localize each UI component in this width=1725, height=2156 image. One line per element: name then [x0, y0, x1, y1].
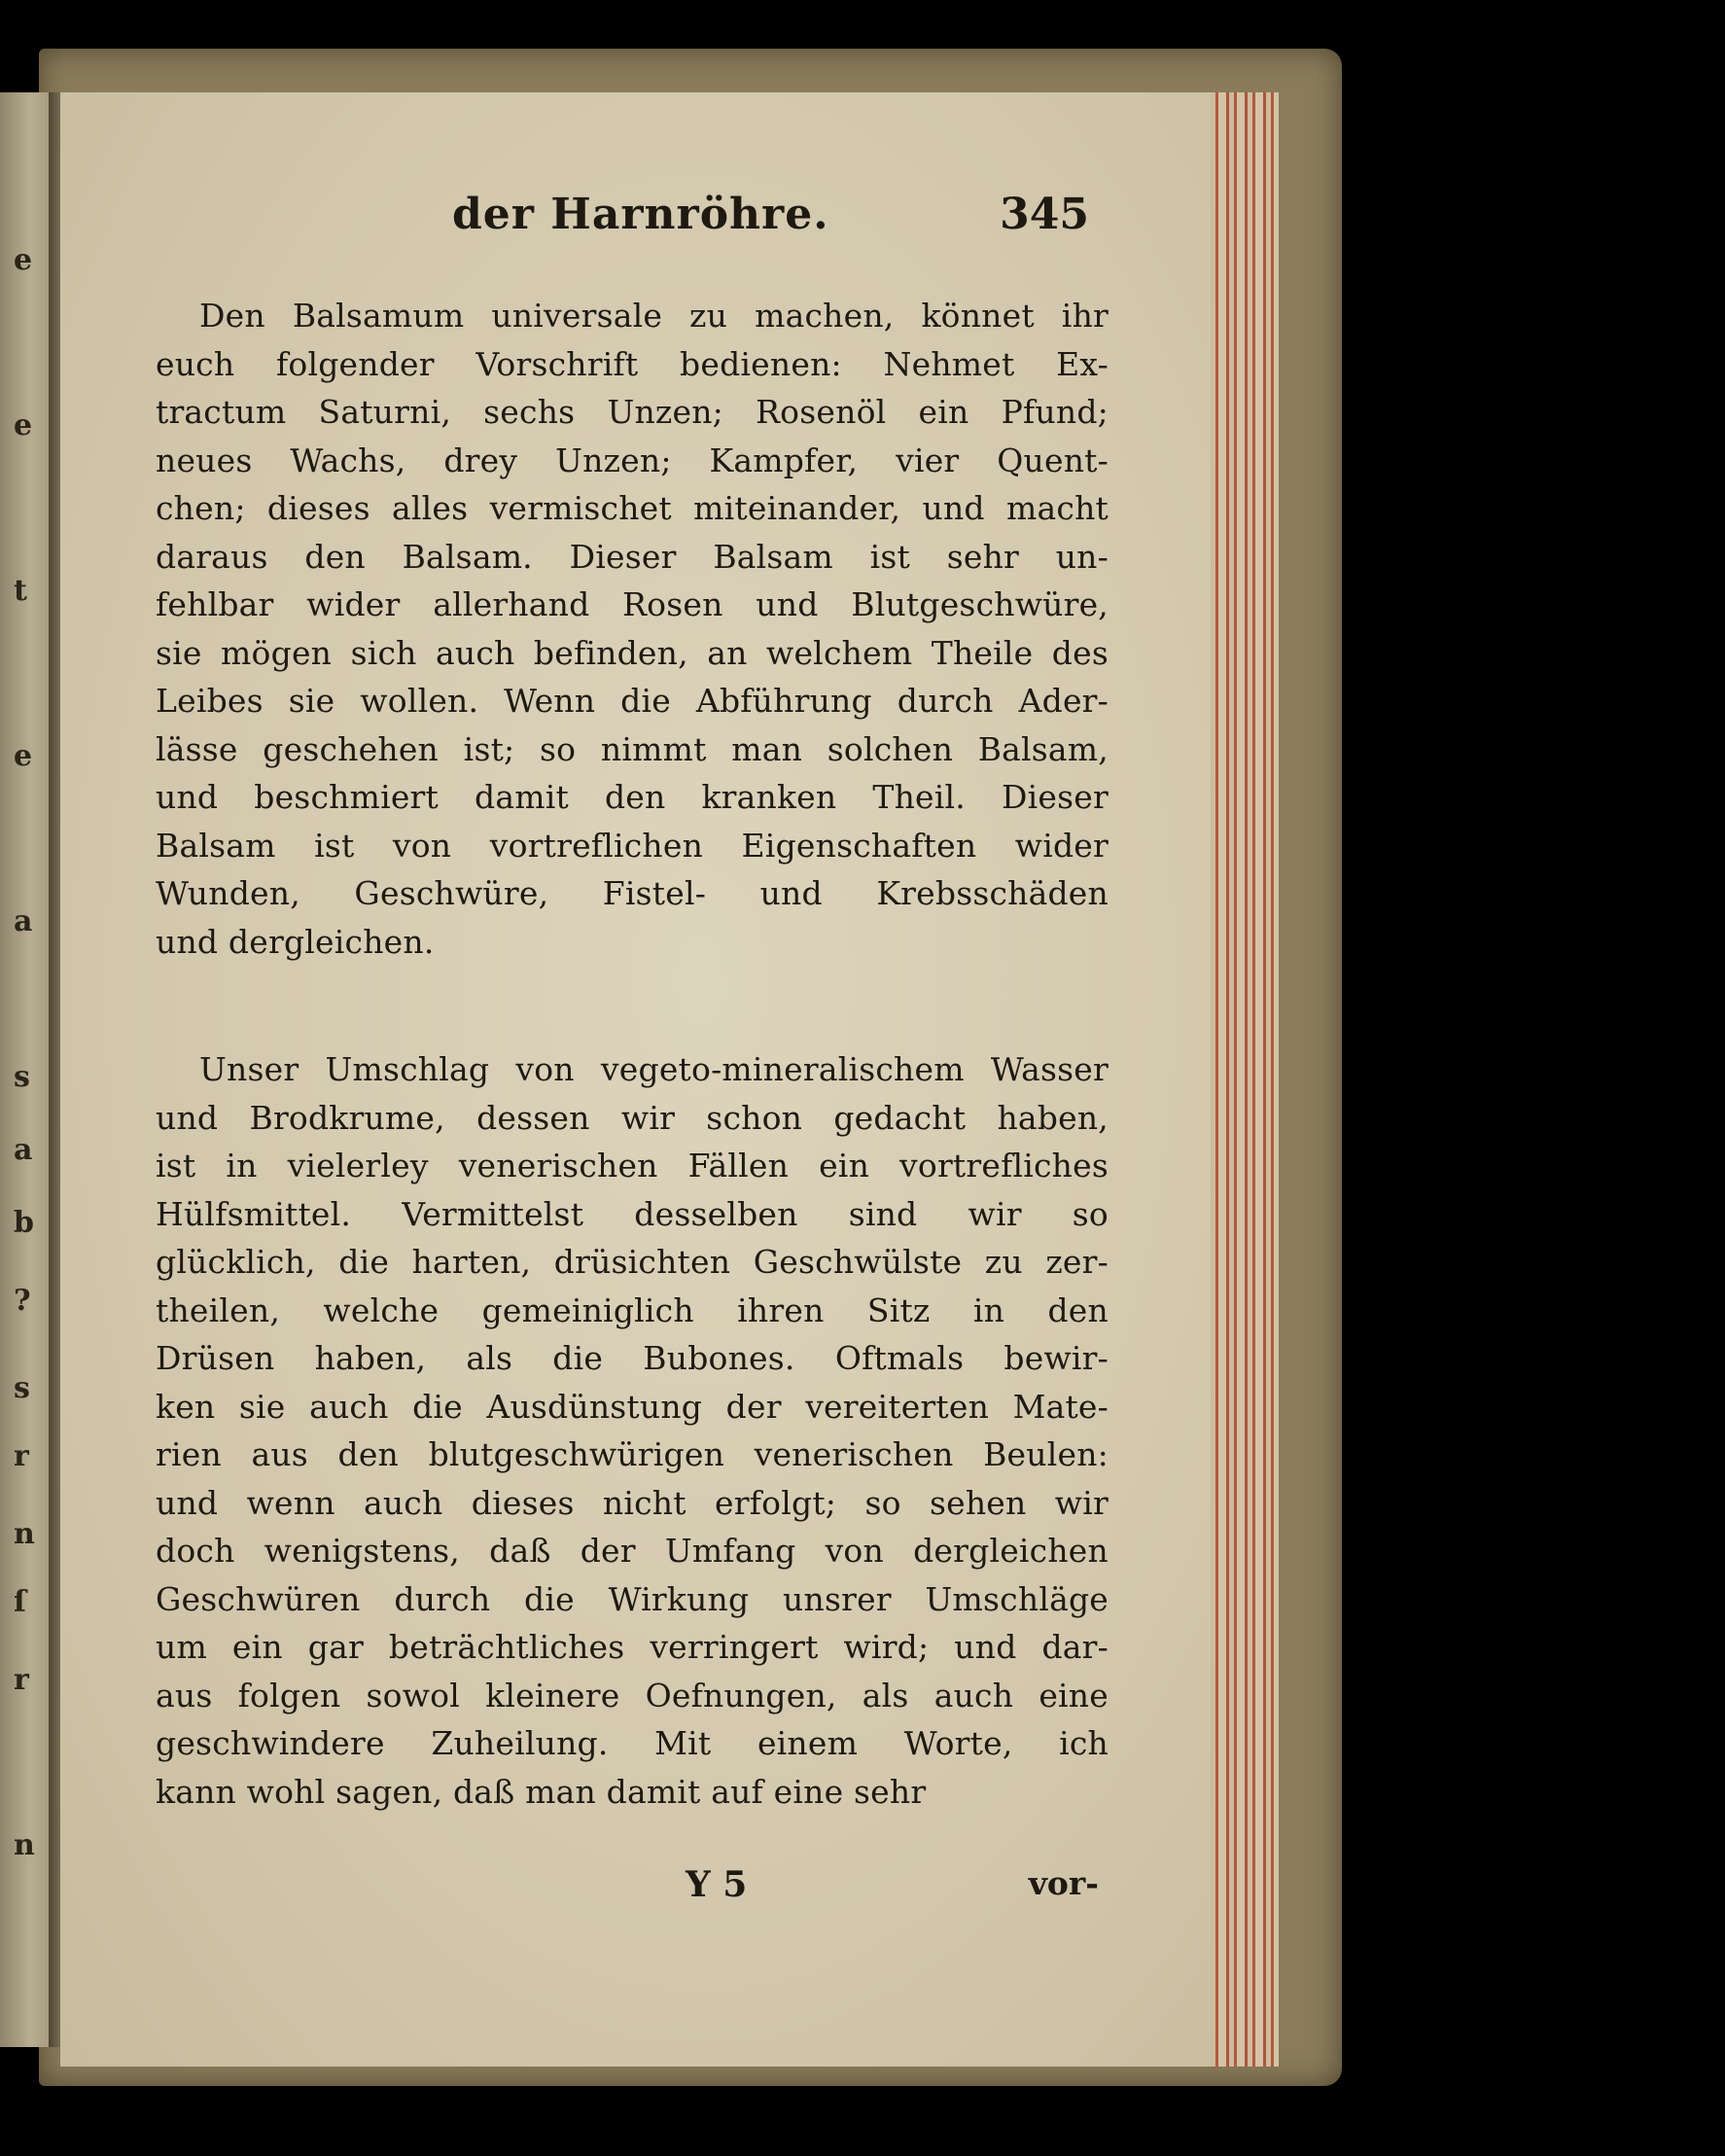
facing-page-letter: n — [14, 1517, 35, 1551]
text-line: Unser Umschlag von vegeto-mineralischem Wasser — [199, 1050, 1109, 1088]
text-line: Geschwüren durch die Wirkung unsrer Umschläge — [156, 1579, 1109, 1618]
page-fore-edge — [1211, 92, 1279, 2067]
text-line: lässe geschehen ist; so nimmt man solchen Balsam, — [156, 729, 1109, 768]
text-line: Hülfsmittel. Vermittelst desselben sind wir so — [156, 1194, 1109, 1233]
text-line: ken sie auch die Ausdünstung der vereiterten Mate- — [156, 1387, 1109, 1426]
facing-page-letter: a — [14, 904, 33, 938]
text-line: Balsam ist von vortreflichen Eigenschaften wider — [156, 826, 1109, 865]
facing-page-letter: ſ — [14, 1585, 26, 1619]
page-footer — [156, 1864, 1109, 1913]
page-number: 345 — [1000, 190, 1089, 239]
text-line: chen; dieses alles vermischet miteinander, und macht — [156, 489, 1109, 527]
facing-page-letter: n — [14, 1828, 35, 1862]
text-line: Den Balsamum universale zu machen, könnet ihr — [199, 297, 1109, 335]
text-line: um ein gar beträchtliches verringert wird; und dar- — [156, 1628, 1109, 1666]
text-line: und dergleichen. — [156, 922, 435, 961]
facing-page-letter: a — [14, 1133, 33, 1167]
facing-page-letter: r — [14, 1663, 29, 1697]
paragraph-1 — [156, 292, 1109, 966]
facing-page-letter: b — [14, 1206, 34, 1240]
text-line: sie mögen sich auch befinden, an welchem Theile des — [156, 633, 1109, 672]
text-line: und Brodkrume, dessen wir schon gedacht haben, — [156, 1098, 1109, 1137]
text-line: theilen, welche gemeiniglich ihren Sitz in den — [156, 1290, 1109, 1329]
facing-page-letter: r — [14, 1439, 29, 1473]
paragraph-2 — [156, 1045, 1109, 1816]
facing-page-letter: e — [14, 243, 33, 277]
text-line: und wenn auch dieses nicht erfolgt; so sehen wir — [156, 1483, 1109, 1522]
text-line: Leibes sie wollen. Wenn die Abführung durch Ader- — [156, 682, 1109, 720]
text-line: ist in vielerley venerischen Fällen ein vortrefliches — [156, 1147, 1109, 1184]
text-line: rien aus den blutgeschwürigen venerischen Beulen: — [156, 1435, 1109, 1473]
text-line: kann wohl sagen, daß man damit auf eine sehr — [156, 1772, 927, 1811]
text-line: doch wenigstens, daß der Umfang von dergleichen — [156, 1532, 1109, 1570]
text-line: und beschmiert damit den kranken Theil. Dieser — [156, 778, 1109, 816]
signature-mark: Y 5 — [686, 1864, 748, 1905]
running-head — [156, 190, 1109, 258]
text-line: glücklich, die harten, drüsichten Geschwülste zu zer- — [156, 1243, 1109, 1281]
catchword: vor- — [1028, 1864, 1099, 1902]
text-line: Drüsen haben, als die Bubones. Oftmals bewir- — [156, 1339, 1109, 1377]
facing-page-letter: s — [14, 1371, 30, 1405]
facing-page-letter: e — [14, 739, 33, 773]
text-line: euch folgender Vorschrift bedienen: Nehmet Ex- — [156, 344, 1109, 383]
text-line: daraus den Balsam. Dieser Balsam ist sehr un- — [156, 537, 1109, 576]
text-line: aus folgen sowol kleinere Oefnungen, als auch eine — [156, 1676, 1109, 1714]
text-line: neues Wachs, drey Unzen; Kampfer, vier Quent- — [156, 441, 1109, 479]
text-line: fehlbar wider allerhand Rosen und Blutgeschwüre, — [156, 585, 1109, 623]
facing-page-letter: s — [14, 1060, 30, 1094]
text-line: geschwindere Zuheilung. Mit einem Worte, ich — [156, 1724, 1109, 1762]
running-head-title: der Harnröhre. — [452, 190, 829, 239]
facing-page-letter: t — [14, 574, 27, 608]
facing-page-letter: e — [14, 408, 33, 442]
facing-page-fragments — [0, 92, 51, 2047]
text-line: Wunden, Geschwüre, Fistel- und Krebsschäden — [156, 874, 1109, 912]
text-line: tractum Saturni, sechs Unzen; Rosenöl ein Pfund; — [156, 393, 1109, 431]
facing-page-letter: ? — [14, 1284, 31, 1318]
